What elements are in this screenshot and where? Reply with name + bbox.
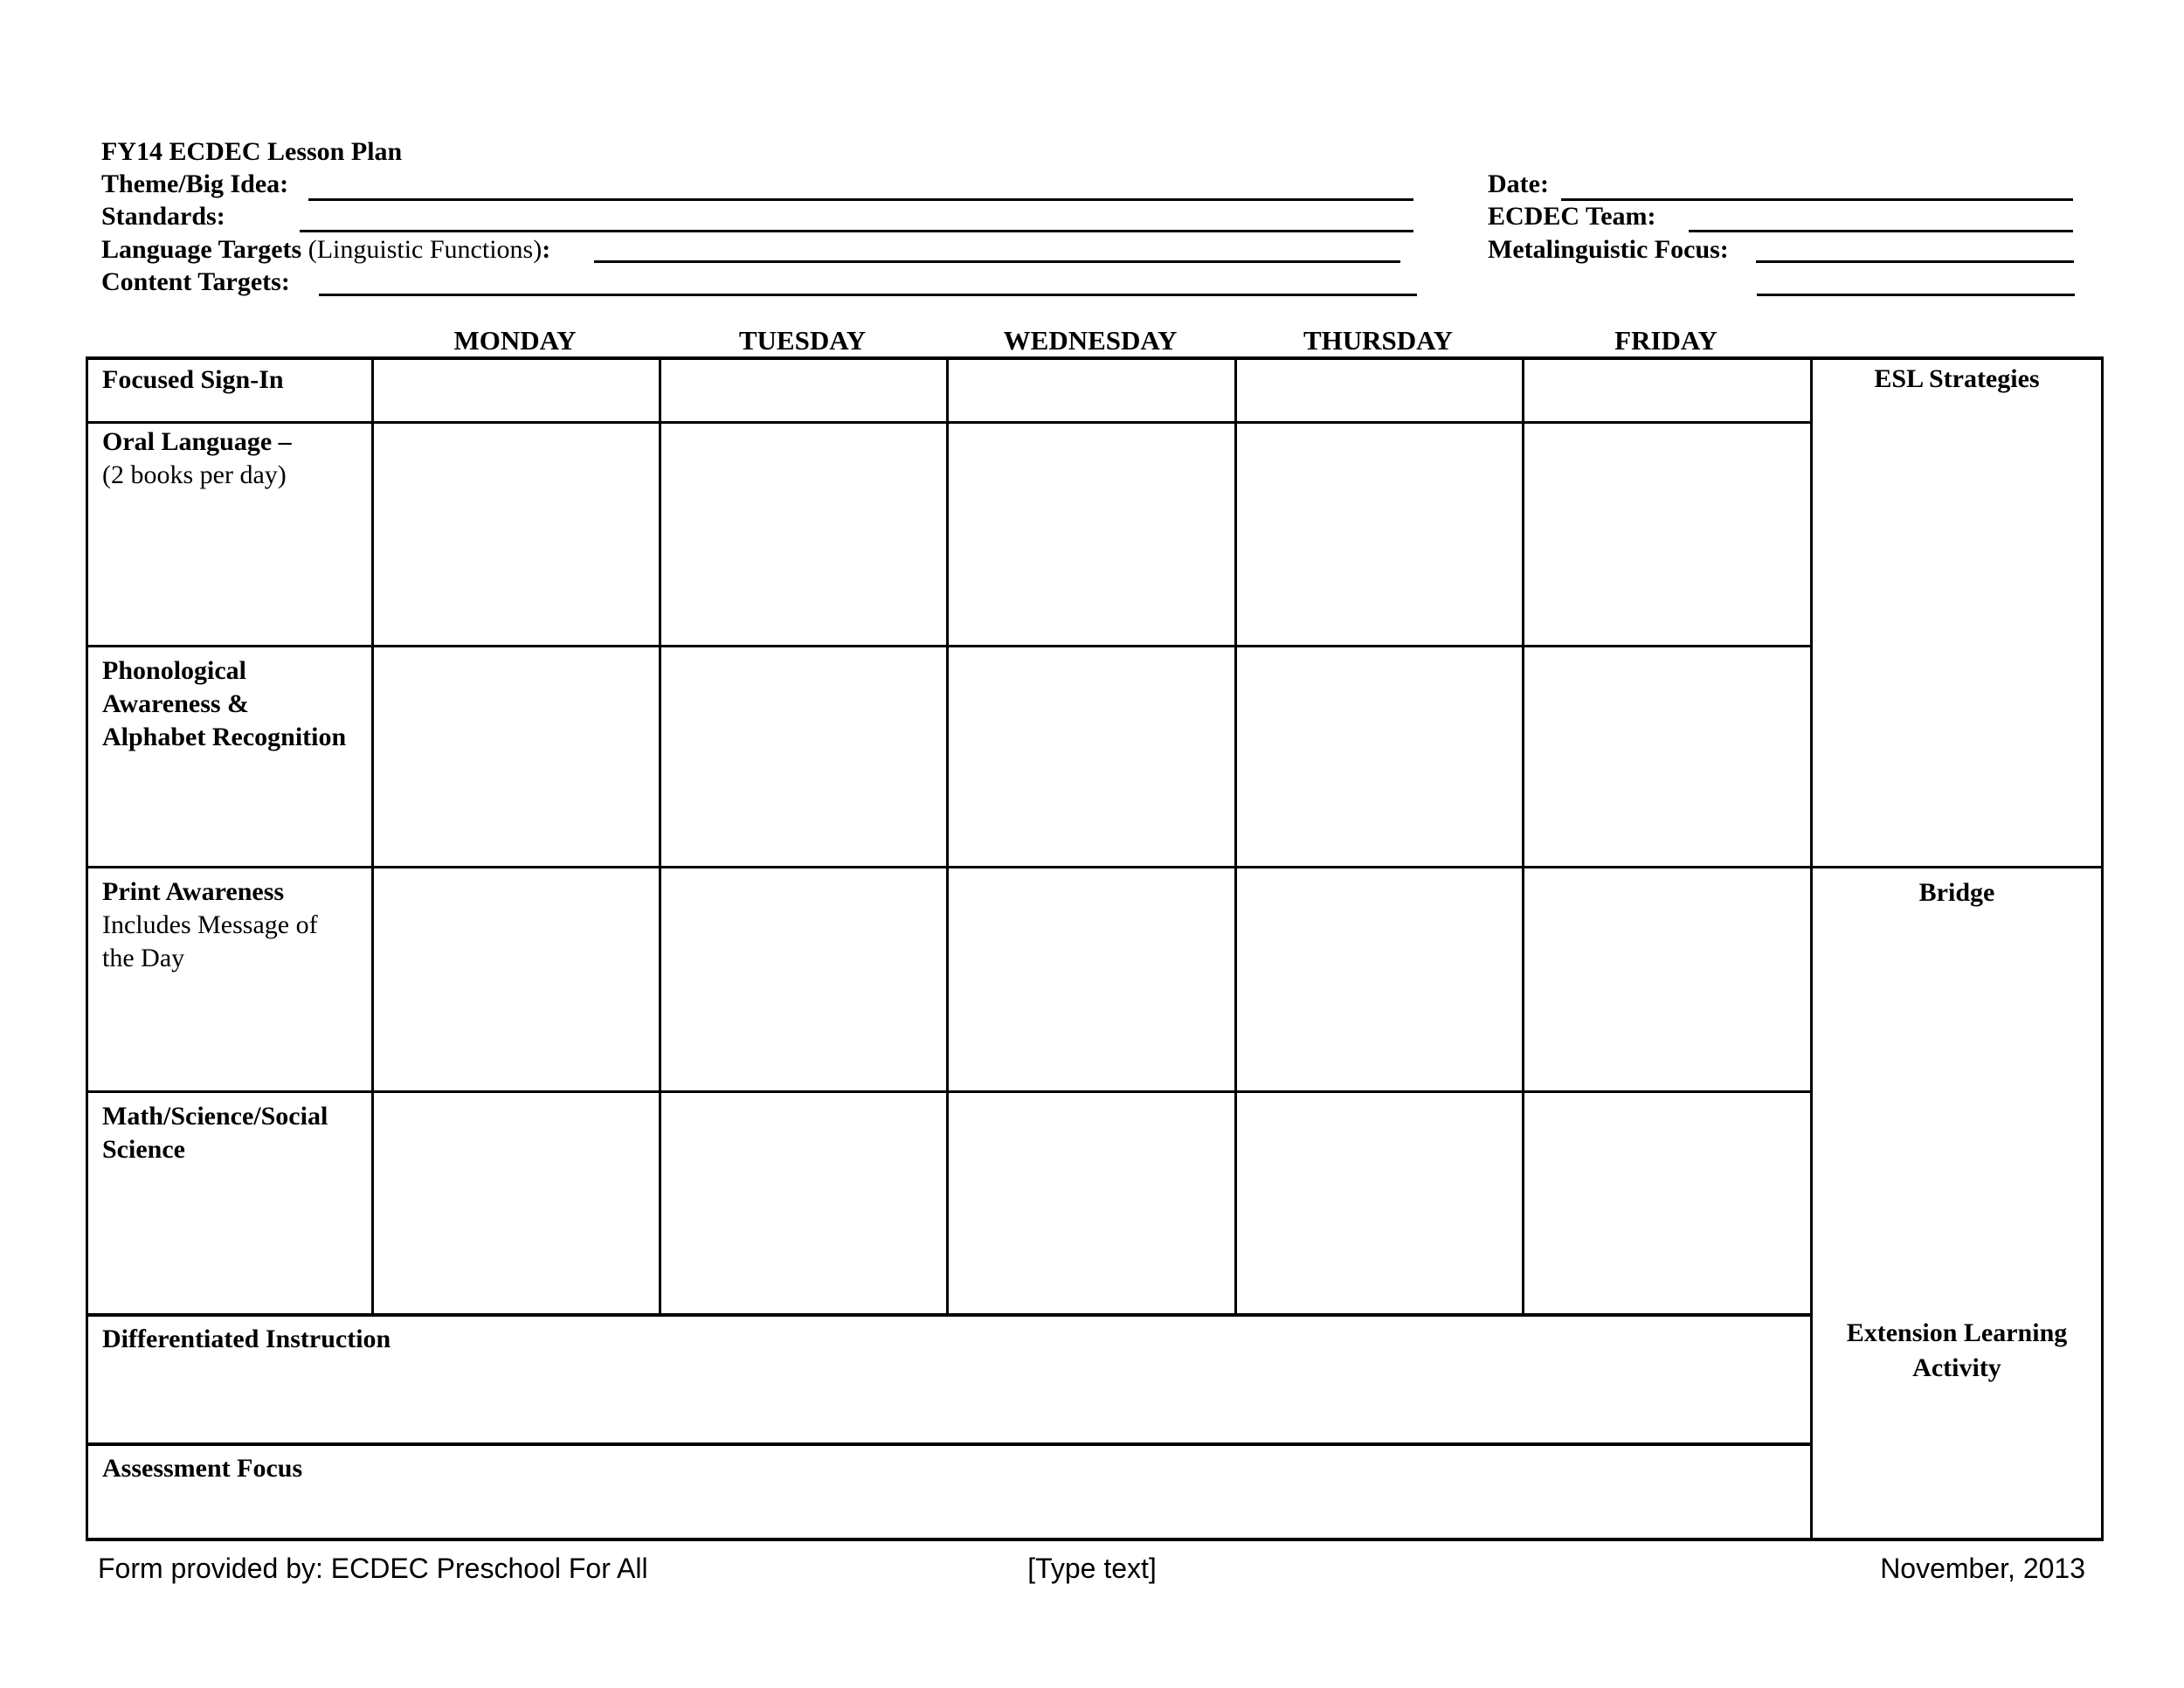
- content-targets-input-line: [319, 294, 1417, 296]
- side-label-extension-line2: Activity: [1912, 1353, 2001, 1382]
- table-right-border: [2101, 356, 2104, 1541]
- metalinguistic-focus-label: Metalinguistic Focus:: [1488, 235, 1729, 264]
- side-label-extension-learning: [1813, 1316, 2101, 1386]
- row-label-phonological-line3: Alphabet Recognition: [102, 723, 347, 751]
- standards-label: Standards:: [101, 202, 225, 231]
- row-label-print-awareness-sub2: the Day: [102, 944, 185, 972]
- theme-big-idea-label: Theme/Big Idea:: [101, 169, 289, 198]
- side-label-bridge: Bridge: [1918, 878, 1995, 907]
- row-border-focused-bottom: [86, 421, 1813, 424]
- metalinguistic-focus-input-line: [1756, 260, 2074, 263]
- row-border-phonological-bottom: [86, 866, 2104, 868]
- row-label-oral-language: [102, 425, 292, 492]
- language-targets-label-bold: Language Targets: [101, 235, 302, 264]
- col-border-thursday-friday: [1522, 356, 1524, 1316]
- side-label-extension-line1: Extension Learning: [1846, 1318, 2068, 1347]
- language-targets-label-colon: :: [542, 235, 551, 264]
- column-header-friday: FRIDAY: [1614, 325, 1717, 356]
- row-label-phonological-line1: Phonological: [102, 656, 247, 685]
- theme-big-idea-input-line: [308, 198, 1413, 201]
- date-label: Date:: [1488, 169, 1549, 198]
- row-label-focused-sign-in: Focused Sign-In: [102, 365, 284, 394]
- table-left-border: [86, 356, 88, 1541]
- content-targets-label: Content Targets:: [101, 267, 290, 296]
- row-border-oral-bottom: [86, 645, 1813, 647]
- footer-provided-by: Form provided by: ECDEC Preschool For All: [98, 1553, 648, 1584]
- row-border-math-bottom: [86, 1313, 1813, 1317]
- language-targets-input-line: [594, 260, 1400, 263]
- row-label-print-awareness: [102, 875, 318, 975]
- row-label-print-awareness-title: Print Awareness: [102, 877, 285, 906]
- col-border-monday-tuesday: [659, 356, 661, 1316]
- footer-date: November, 2013: [1880, 1553, 2085, 1584]
- column-header-wednesday: WEDNESDAY: [1003, 325, 1178, 356]
- column-header-thursday: THURSDAY: [1303, 325, 1454, 356]
- table-top-border: [86, 356, 2104, 360]
- table-bottom-border: [86, 1538, 2104, 1541]
- col-border-wednesday-thursday: [1234, 356, 1237, 1316]
- row-label-differentiated-instruction: Differentiated Instruction: [102, 1325, 391, 1353]
- language-targets-label-paren: (Linguistic Functions): [301, 235, 543, 264]
- column-header-monday: MONDAY: [453, 325, 577, 356]
- metalinguistic-focus-input-line-2: [1757, 294, 2075, 296]
- col-border-label-monday: [371, 356, 374, 1316]
- row-border-print-bottom: [86, 1090, 1813, 1093]
- row-label-phonological-line2: Awareness &: [102, 689, 250, 718]
- row-label-print-awareness-sub1: Includes Message of: [102, 910, 318, 939]
- page-title: FY14 ECDEC Lesson Plan: [101, 137, 403, 166]
- ecdec-team-label: ECDEC Team:: [1488, 202, 1656, 231]
- language-targets-label: [101, 233, 550, 266]
- footer-type-text-placeholder: [Type text]: [1027, 1553, 1157, 1584]
- row-label-oral-language-subtitle: (2 books per day): [102, 460, 287, 489]
- row-label-math-science-line1: Math/Science/Social: [102, 1102, 328, 1131]
- row-label-oral-language-title: Oral Language –: [102, 427, 292, 456]
- row-border-differentiated-bottom: [86, 1442, 1813, 1446]
- side-label-esl-strategies: ESL Strategies: [1874, 364, 2040, 393]
- standards-input-line: [300, 230, 1413, 232]
- ecdec-team-input-line: [1689, 230, 2073, 232]
- row-label-phonological: [102, 654, 346, 754]
- row-label-math-science: [102, 1100, 328, 1166]
- row-label-math-science-line2: Science: [102, 1135, 185, 1164]
- row-label-assessment-focus: Assessment Focus: [102, 1454, 303, 1483]
- column-header-tuesday: TUESDAY: [738, 325, 867, 356]
- col-border-tuesday-wednesday: [946, 356, 949, 1316]
